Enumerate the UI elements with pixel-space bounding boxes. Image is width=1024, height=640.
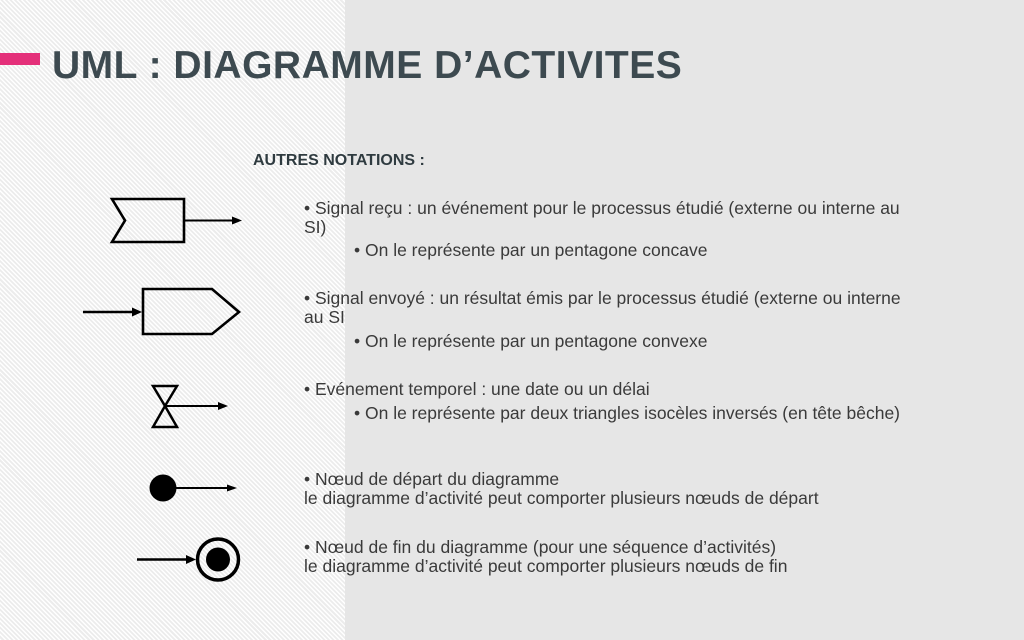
slide-title: UML : DIAGRAMME D’ACTIVITES [52,44,683,87]
noeud-fin-block [304,538,944,576]
hourglass-icon [149,384,231,432]
signal-envoye-description: • Signal envoyé : un résultat émis par le processus étudié (externe ou interne au SI [304,288,901,327]
evenement-temporel-representation: • On le représente par deux triangles isocèles inversés (en tête bêche) [354,403,901,423]
signal-recu-representation: • On le représente par un pentagone concave [354,240,708,260]
convex-pentagon-icon [82,285,244,339]
start-node-icon [148,473,240,505]
accent-bar [0,53,40,65]
noeud-fin-title: • Nœud de fin du diagramme (pour une séquence d’activités) [304,537,777,557]
concave-pentagon-icon [108,195,244,247]
section-subtitle: AUTRES NOTATIONS : [253,152,425,169]
noeud-depart-block [304,470,944,508]
evenement-temporel-description: • Evénement temporel : une date ou un délai [304,379,650,399]
signal-recu-description: • Signal reçu : un événement pour le processus étudié (externe ou interne au SI) [304,198,900,237]
signal-envoye-representation: • On le représente par un pentagone convexe [354,331,708,351]
end-node-icon [136,536,244,584]
noeud-depart-title: • Nœud de départ du diagramme [304,469,560,489]
noeud-depart-note: le diagramme d’activité peut comporter plusieurs nœuds de départ [304,488,819,508]
noeud-fin-note: le diagramme d’activité peut comporter plusieurs nœuds de fin [304,556,788,576]
